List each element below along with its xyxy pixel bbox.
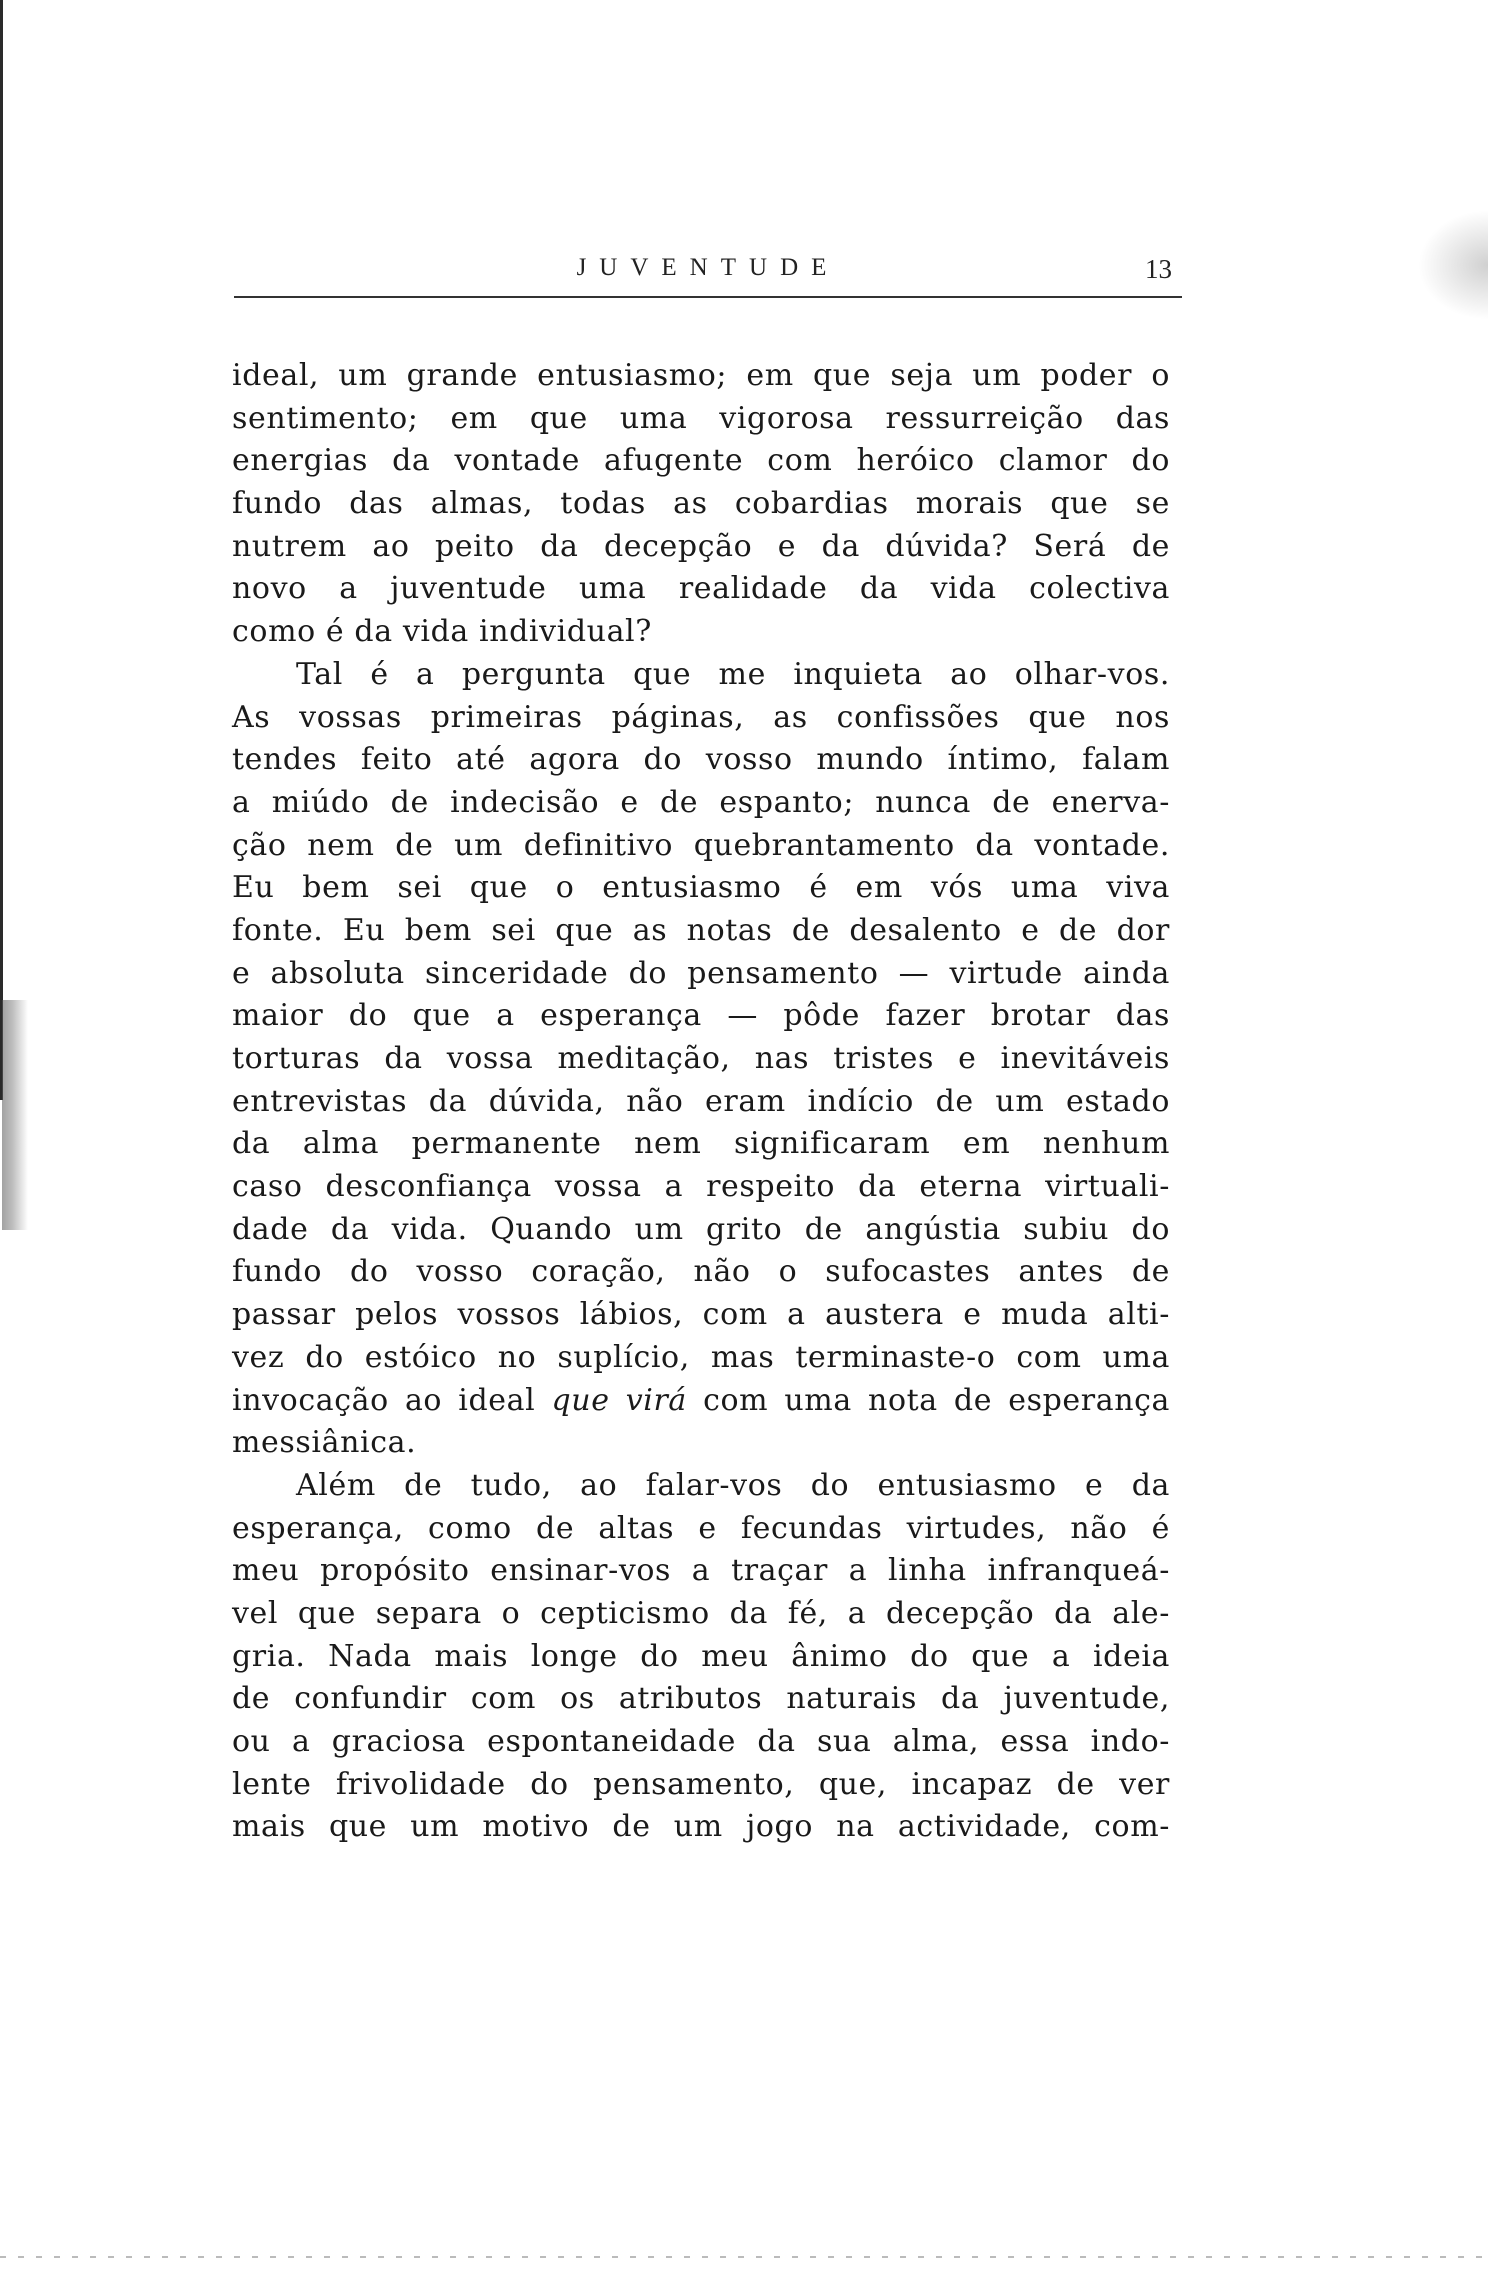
text-line: energias da vontade afugente com heróico clamor do [232, 443, 1170, 479]
text-line: mais que um motivo de um jogo na actividade, com- [232, 1809, 1170, 1845]
text-line: fundo do vosso coração, não o sufocastes antes de [232, 1254, 1170, 1290]
text-line: tendes feito até agora do vosso mundo íntimo, falam [232, 742, 1170, 778]
text-line: nutrem ao peito da decepção e da dúvida? Será de [232, 528, 1170, 564]
text-line: As vossas primeiras páginas, as confissões que nos [232, 699, 1170, 735]
text-line: meu propósito ensinar-vos a traçar a linha infranqueá- [232, 1553, 1170, 1589]
text-line: caso desconfiança vossa a respeito da eterna virtuali- [232, 1169, 1170, 1205]
text-line: e absoluta sinceridade do pensamento — virtude ainda [232, 955, 1170, 991]
running-head [234, 250, 1182, 296]
text-line: novo a juventude uma realidade da vida colectiva [232, 571, 1170, 607]
running-title: JUVENTUDE [576, 254, 840, 281]
text-line: Eu bem sei que o entusiasmo é em vós uma viva [232, 870, 1170, 906]
body-text [232, 355, 1170, 1849]
text-line: a miúdo de indecisão e de espanto; nunca de enerva- [232, 784, 1170, 820]
text-line: dade da vida. Quando um grito de angústia subiu do [232, 1211, 1170, 1247]
text-line: vel que separa o cepticismo da fé, a decepção da ale- [232, 1595, 1170, 1631]
text-line-with-emphasis [232, 1380, 1170, 1423]
page-edge-shadow [0, 0, 3, 1100]
text-line: da alma permanente nem significaram em nenhum [232, 1126, 1170, 1162]
text-line: lente frivolidade do pensamento, que, incapaz de ver [232, 1766, 1170, 1802]
text-line: gria. Nada mais longe do meu ânimo do que a ideia [232, 1638, 1170, 1674]
text-line: ideal, um grande entusiasmo; em que seja um poder o [232, 358, 1170, 393]
text-segment: com uma nota de esperança [686, 1382, 1171, 1418]
scan-edge-specks [0, 2256, 1488, 2258]
text-line: como é da vida individual? [232, 614, 652, 650]
paragraph-first-line: Além de tudo, ao falar-vos do entusiasmo e da [296, 1467, 1170, 1503]
text-line: torturas da vossa meditação, nas tristes e inevitáveis [232, 1041, 1170, 1076]
text-segment: invocação ao ideal [232, 1382, 552, 1418]
scan-smudge-right [1418, 210, 1488, 320]
text-line: maior do que a esperança — pôde fazer brotar das [232, 998, 1170, 1034]
text-line: messiânica. [232, 1425, 417, 1461]
text-line: esperança, como de altas e fecundas virtudes, não é [232, 1510, 1170, 1546]
text-line: vez do estóico no suplício, mas terminaste-o com uma [232, 1339, 1170, 1375]
text-line: sentimento; em que uma vigorosa ressurreição das [232, 400, 1170, 436]
page-number: 13 [1145, 254, 1172, 284]
text-line: fundo das almas, todas as cobardias morais que se [232, 486, 1170, 522]
text-line: ou a graciosa espontaneidade da sua alma, essa indo- [232, 1724, 1170, 1759]
emphasis-text: que virá [551, 1382, 687, 1418]
header-rule [234, 296, 1182, 298]
text-line: fonte. Eu bem sei que as notas de desalento e de dor [232, 912, 1170, 948]
scan-smudge-left [2, 1000, 28, 1230]
text-line: entrevistas da dúvida, não eram indício de um estado [232, 1083, 1170, 1119]
text-line: passar pelos vossos lábios, com a austera e muda alti- [232, 1297, 1170, 1333]
paragraph-first-line: Tal é a pergunta que me inquieta ao olhar-vos. [296, 656, 1170, 692]
text-line: ção nem de um definitivo quebrantamento da vontade. [232, 827, 1170, 863]
text-line: de confundir com os atributos naturais da juventude, [232, 1681, 1170, 1717]
